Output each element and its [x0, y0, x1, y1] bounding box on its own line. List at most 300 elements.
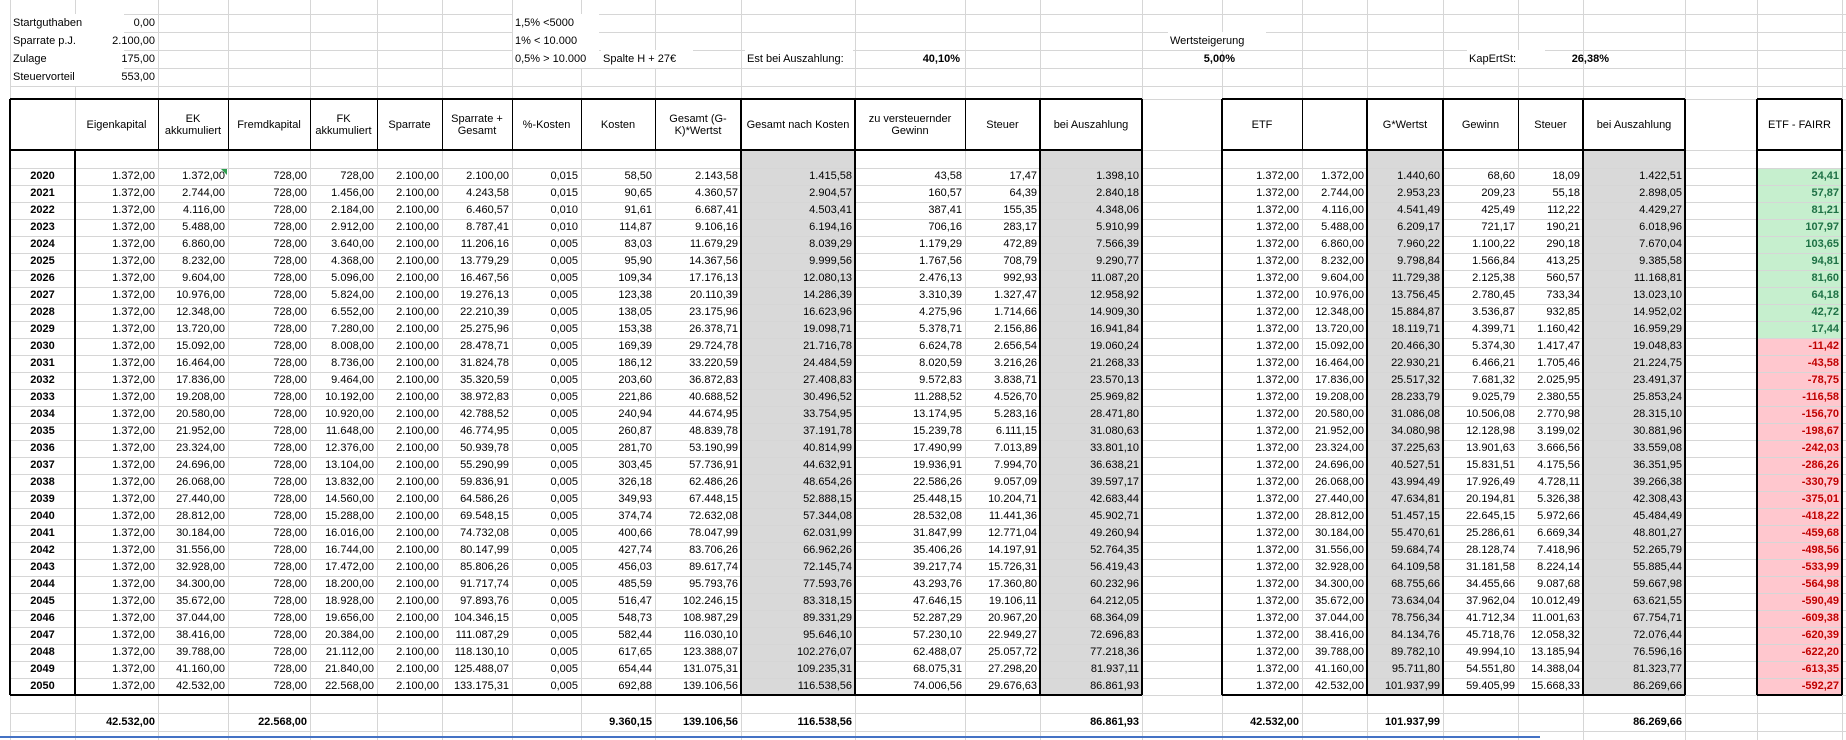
fairr-cell[interactable]: 17,44 [1811, 323, 1839, 335]
data-cell[interactable]: 5.374,30 [1472, 340, 1515, 352]
data-cell[interactable]: 6.860,00 [182, 238, 225, 250]
data-cell[interactable]: 0,005 [550, 561, 578, 573]
data-cell[interactable]: 13.720,00 [176, 323, 225, 335]
data-cell[interactable]: 1.372,00 [1256, 187, 1299, 199]
data-cell[interactable]: 617,65 [618, 646, 652, 658]
year-cell[interactable]: 2041 [30, 527, 55, 539]
data-cell[interactable]: 0,005 [550, 578, 578, 590]
data-cell[interactable]: 203,60 [618, 374, 652, 386]
header-cell[interactable]: Sparrate [388, 118, 431, 131]
data-cell[interactable]: 23.491,37 [1633, 374, 1682, 386]
data-cell[interactable]: 55.885,44 [1633, 561, 1682, 573]
data-cell[interactable]: 30.881,96 [1633, 425, 1682, 437]
data-cell[interactable]: 10.204,71 [988, 493, 1037, 505]
fairr-cell[interactable]: 81,60 [1811, 272, 1839, 284]
data-cell[interactable]: 35.672,00 [176, 595, 225, 607]
data-cell[interactable]: 992,93 [1003, 272, 1037, 284]
info-label[interactable]: Zulage [11, 50, 124, 68]
data-cell[interactable]: 32.928,00 [1315, 561, 1364, 573]
data-cell[interactable]: 6.552,00 [331, 306, 374, 318]
data-cell[interactable]: 1.372,00 [112, 187, 155, 199]
data-cell[interactable]: 81.323,77 [1633, 663, 1682, 675]
data-cell[interactable]: 548,73 [618, 612, 652, 624]
data-cell[interactable]: 9.464,00 [331, 374, 374, 386]
data-cell[interactable]: 728,00 [273, 442, 307, 454]
data-cell[interactable]: 5.283,16 [994, 408, 1037, 420]
data-cell[interactable]: 104.346,15 [453, 612, 509, 624]
data-cell[interactable]: 21.112,00 [325, 646, 374, 658]
data-cell[interactable]: 413,25 [1546, 255, 1580, 267]
data-cell[interactable]: 9.106,16 [695, 221, 738, 233]
year-cell[interactable]: 2031 [30, 357, 55, 369]
data-cell[interactable]: 68,60 [1487, 170, 1515, 182]
data-cell[interactable]: 721,17 [1481, 221, 1515, 233]
data-cell[interactable]: 2.780,45 [1472, 289, 1515, 301]
data-cell[interactable]: 1.372,00 [1321, 170, 1364, 182]
data-cell[interactable]: 57.344,08 [803, 510, 852, 522]
data-cell[interactable]: 15.668,33 [1531, 680, 1580, 692]
data-cell[interactable]: 95.646,10 [803, 629, 852, 641]
data-cell[interactable]: 48.801,27 [1633, 527, 1682, 539]
data-cell[interactable]: 63.621,55 [1633, 595, 1682, 607]
data-cell[interactable]: 728,00 [273, 493, 307, 505]
data-cell[interactable]: 67.754,71 [1633, 612, 1682, 624]
data-cell[interactable]: 4.116,00 [182, 204, 225, 216]
data-cell[interactable]: 29.724,78 [689, 340, 738, 352]
data-cell[interactable]: 11.648,00 [325, 425, 374, 437]
fairr-cell[interactable]: 107,97 [1805, 221, 1839, 233]
year-cell[interactable]: 2021 [30, 187, 55, 199]
data-cell[interactable]: 21.268,33 [1090, 357, 1139, 369]
data-cell[interactable]: 153,38 [618, 323, 652, 335]
data-cell[interactable]: 59.667,98 [1633, 578, 1682, 590]
data-cell[interactable]: 77.593,76 [803, 578, 852, 590]
year-cell[interactable]: 2023 [30, 221, 55, 233]
data-cell[interactable]: 11.087,20 [1090, 272, 1139, 284]
data-cell[interactable]: 2.100,00 [396, 612, 439, 624]
data-cell[interactable]: 0,015 [550, 170, 578, 182]
header-cell[interactable]: Steuer [1534, 118, 1567, 131]
data-cell[interactable]: 2.100,00 [396, 187, 439, 199]
year-cell[interactable]: 2035 [30, 425, 55, 437]
est-bei-auszahlung-label[interactable]: Est bei Auszahlung: [745, 50, 853, 68]
data-cell[interactable]: 59.405,99 [1466, 680, 1515, 692]
data-cell[interactable]: 81.937,11 [1090, 663, 1139, 675]
data-cell[interactable]: 24.696,00 [1315, 459, 1364, 471]
year-cell[interactable]: 2046 [30, 612, 55, 624]
header-cell[interactable]: Gesamt nach Kosten [746, 118, 850, 131]
data-cell[interactable]: 43.994,49 [1391, 476, 1440, 488]
data-cell[interactable]: 0,005 [550, 442, 578, 454]
data-cell[interactable]: 281,70 [618, 442, 652, 454]
data-cell[interactable]: 472,89 [1003, 238, 1037, 250]
data-cell[interactable]: 1.372,00 [112, 442, 155, 454]
data-cell[interactable]: 64.586,26 [460, 493, 509, 505]
data-cell[interactable]: 16.623,96 [803, 306, 852, 318]
data-cell[interactable]: 0,005 [550, 476, 578, 488]
year-cell[interactable]: 2032 [30, 374, 55, 386]
data-cell[interactable]: 5.824,00 [331, 289, 374, 301]
data-cell[interactable]: 76.596,16 [1633, 646, 1682, 658]
data-cell[interactable]: 91,61 [624, 204, 652, 216]
data-cell[interactable]: 21.952,00 [176, 425, 225, 437]
data-cell[interactable]: 4.275,96 [919, 306, 962, 318]
data-cell[interactable]: 3.216,26 [994, 357, 1037, 369]
fairr-cell[interactable]: -242,03 [1801, 442, 1839, 454]
data-cell[interactable]: 560,57 [1546, 272, 1580, 284]
data-cell[interactable]: 5.488,00 [1321, 221, 1364, 233]
data-cell[interactable]: 9.057,09 [994, 476, 1037, 488]
data-cell[interactable]: 64.212,05 [1090, 595, 1139, 607]
data-cell[interactable]: 16.744,00 [325, 544, 374, 556]
data-cell[interactable]: 53.190,99 [689, 442, 738, 454]
data-cell[interactable]: 72.632,08 [689, 510, 738, 522]
data-cell[interactable]: 9.604,00 [182, 272, 225, 284]
data-cell[interactable]: 1.160,42 [1537, 323, 1580, 335]
data-cell[interactable]: 1.372,00 [1256, 238, 1299, 250]
data-cell[interactable]: 10.976,00 [1315, 289, 1364, 301]
data-cell[interactable]: 15.831,51 [1466, 459, 1515, 471]
data-cell[interactable]: 16.959,29 [1633, 323, 1682, 335]
data-cell[interactable]: 45.718,76 [1466, 629, 1515, 641]
data-cell[interactable]: 29.676,63 [988, 680, 1037, 692]
data-cell[interactable]: 11.206,16 [460, 238, 509, 250]
data-cell[interactable]: 2.100,00 [396, 306, 439, 318]
data-cell[interactable]: 52.265,79 [1633, 544, 1682, 556]
data-cell[interactable]: 39.788,00 [176, 646, 225, 658]
fairr-cell[interactable]: -156,70 [1801, 408, 1839, 420]
fairr-cell[interactable]: -620,39 [1801, 629, 1839, 641]
fairr-cell[interactable]: 64,18 [1811, 289, 1839, 301]
data-cell[interactable]: 42.683,44 [1090, 493, 1139, 505]
year-cell[interactable]: 2029 [30, 323, 55, 335]
data-cell[interactable]: 27.408,83 [803, 374, 852, 386]
data-cell[interactable]: 2.100,00 [396, 272, 439, 284]
data-cell[interactable]: 728,00 [273, 272, 307, 284]
data-cell[interactable]: 5.326,38 [1537, 493, 1580, 505]
data-cell[interactable]: 23.324,00 [176, 442, 225, 454]
year-cell[interactable]: 2050 [30, 680, 55, 692]
data-cell[interactable]: 15.239,78 [913, 425, 962, 437]
data-cell[interactable]: 131.075,31 [682, 663, 738, 675]
data-cell[interactable]: 95.793,76 [689, 578, 738, 590]
data-cell[interactable]: 14.367,56 [689, 255, 738, 267]
data-cell[interactable]: 43,58 [934, 170, 962, 182]
data-cell[interactable]: 654,44 [618, 663, 652, 675]
data-cell[interactable]: 109.235,31 [796, 663, 852, 675]
data-cell[interactable]: 2.100,00 [396, 595, 439, 607]
data-cell[interactable]: 1.372,00 [112, 459, 155, 471]
data-cell[interactable]: 56.419,43 [1090, 561, 1139, 573]
data-cell[interactable]: 1.372,00 [1256, 255, 1299, 267]
total-cell[interactable]: 22.568,00 [258, 716, 307, 728]
data-cell[interactable]: 2.100,00 [396, 680, 439, 692]
data-cell[interactable]: 2.100,00 [396, 510, 439, 522]
data-cell[interactable]: 728,00 [273, 425, 307, 437]
data-cell[interactable]: 33.801,10 [1090, 442, 1139, 454]
data-cell[interactable]: 27.298,20 [988, 663, 1037, 675]
data-cell[interactable]: 13.185,94 [1531, 646, 1580, 658]
fairr-cell[interactable]: 103,65 [1805, 238, 1839, 250]
data-cell[interactable]: 283,17 [1003, 221, 1037, 233]
data-cell[interactable]: 33.559,08 [1633, 442, 1682, 454]
data-cell[interactable]: 1.372,00 [112, 238, 155, 250]
data-cell[interactable]: 2.744,00 [182, 187, 225, 199]
data-cell[interactable]: 109,34 [618, 272, 652, 284]
data-cell[interactable]: 1.327,47 [994, 289, 1037, 301]
data-cell[interactable]: 1.372,00 [1256, 340, 1299, 352]
data-cell[interactable]: 30.184,00 [1315, 527, 1364, 539]
data-cell[interactable]: 35.320,59 [460, 374, 509, 386]
header-cell[interactable]: Sparrate + Gesamt [451, 112, 503, 137]
data-cell[interactable]: 0,005 [550, 391, 578, 403]
data-cell[interactable]: 73.634,04 [1391, 595, 1440, 607]
data-cell[interactable]: 97.893,76 [460, 595, 509, 607]
data-cell[interactable]: 8.039,29 [809, 238, 852, 250]
data-cell[interactable]: 1.100,22 [1472, 238, 1515, 250]
data-cell[interactable]: 40.688,52 [689, 391, 738, 403]
data-cell[interactable]: 18.200,00 [325, 578, 374, 590]
data-cell[interactable]: 31.181,58 [1466, 561, 1515, 573]
fairr-cell[interactable]: 42,72 [1811, 306, 1839, 318]
data-cell[interactable]: 1.372,00 [1256, 459, 1299, 471]
data-cell[interactable]: 1.566,84 [1472, 255, 1515, 267]
data-cell[interactable]: 728,00 [273, 646, 307, 658]
data-cell[interactable]: 45.902,71 [1090, 510, 1139, 522]
data-cell[interactable]: 1.372,00 [1256, 680, 1299, 692]
data-cell[interactable]: 155,35 [1003, 204, 1037, 216]
data-cell[interactable]: 46.774,95 [460, 425, 509, 437]
data-cell[interactable]: 42.788,52 [460, 408, 509, 420]
data-cell[interactable]: 95.711,80 [1391, 663, 1440, 675]
data-cell[interactable]: 1.372,00 [1256, 391, 1299, 403]
data-cell[interactable]: 1.372,00 [112, 527, 155, 539]
data-cell[interactable]: 7.960,22 [1397, 238, 1440, 250]
data-cell[interactable]: 57.736,91 [689, 459, 738, 471]
data-cell[interactable]: 68.755,66 [1391, 578, 1440, 590]
data-cell[interactable]: 1.372,00 [182, 170, 225, 182]
data-cell[interactable]: 1.372,00 [112, 425, 155, 437]
data-cell[interactable]: 22.210,39 [460, 306, 509, 318]
data-cell[interactable]: 4.243,58 [466, 187, 509, 199]
year-cell[interactable]: 2030 [30, 340, 55, 352]
data-cell[interactable]: 47.634,81 [1391, 493, 1440, 505]
data-cell[interactable]: 1.372,00 [112, 663, 155, 675]
total-cell[interactable]: 116.538,56 [797, 716, 852, 728]
header-cell[interactable]: ETF - FAIRR [1768, 118, 1831, 131]
data-cell[interactable]: 12.348,00 [1315, 306, 1364, 318]
data-cell[interactable]: 19.048,83 [1633, 340, 1682, 352]
data-cell[interactable]: 1.372,00 [112, 544, 155, 556]
data-cell[interactable]: 728,00 [273, 561, 307, 573]
wertsteigerung-value[interactable]: 5,00% [1203, 53, 1235, 65]
data-cell[interactable]: 12.376,00 [325, 442, 374, 454]
data-cell[interactable]: 2.100,00 [396, 221, 439, 233]
data-cell[interactable]: 1.372,00 [112, 629, 155, 641]
fairr-cell[interactable]: -43,58 [1807, 357, 1839, 369]
data-cell[interactable]: 55.470,61 [1391, 527, 1440, 539]
data-cell[interactable]: 55,18 [1552, 187, 1580, 199]
data-cell[interactable]: 1.372,00 [112, 612, 155, 624]
cost-tier-label[interactable]: 1,5% <5000 [513, 14, 599, 32]
data-cell[interactable]: 54.551,80 [1466, 663, 1515, 675]
data-cell[interactable]: 89.617,74 [689, 561, 738, 573]
data-cell[interactable]: 16.464,00 [176, 357, 225, 369]
data-cell[interactable]: 59.684,74 [1391, 544, 1440, 556]
data-cell[interactable]: 2.100,00 [396, 646, 439, 658]
data-cell[interactable]: 40.527,51 [1391, 459, 1440, 471]
fairr-cell[interactable]: -198,67 [1801, 425, 1839, 437]
header-cell[interactable]: EK akkumuliert [164, 112, 222, 137]
data-cell[interactable]: 43.293,76 [913, 578, 962, 590]
year-cell[interactable]: 2040 [30, 510, 55, 522]
data-cell[interactable]: 9.604,00 [1321, 272, 1364, 284]
data-cell[interactable]: 3.536,87 [1472, 306, 1515, 318]
data-cell[interactable]: 22.645,15 [1466, 510, 1515, 522]
data-cell[interactable]: 37.044,00 [176, 612, 225, 624]
data-cell[interactable]: 22.568,00 [325, 680, 374, 692]
data-cell[interactable]: 1.372,00 [112, 476, 155, 488]
data-cell[interactable]: 62.486,26 [689, 476, 738, 488]
data-cell[interactable]: 0,005 [550, 680, 578, 692]
data-cell[interactable]: 19.106,11 [988, 595, 1037, 607]
data-cell[interactable]: 11.729,38 [1391, 272, 1440, 284]
data-cell[interactable]: 72.076,44 [1633, 629, 1682, 641]
year-cell[interactable]: 2042 [30, 544, 55, 556]
data-cell[interactable]: 2.100,00 [396, 357, 439, 369]
data-cell[interactable]: 95,90 [624, 255, 652, 267]
data-cell[interactable]: 49.260,94 [1090, 527, 1139, 539]
data-cell[interactable]: 7.994,70 [994, 459, 1037, 471]
data-cell[interactable]: 728,00 [273, 612, 307, 624]
data-cell[interactable]: 10.012,49 [1531, 595, 1580, 607]
data-cell[interactable]: 66.962,26 [803, 544, 852, 556]
data-cell[interactable]: 190,21 [1546, 221, 1580, 233]
data-cell[interactable]: 14.197,91 [988, 544, 1037, 556]
data-cell[interactable]: 25.286,61 [1466, 527, 1515, 539]
fairr-cell[interactable]: -533,99 [1801, 561, 1839, 573]
data-cell[interactable]: 42.308,43 [1633, 493, 1682, 505]
data-cell[interactable]: 0,015 [550, 187, 578, 199]
data-cell[interactable]: 1.372,00 [112, 561, 155, 573]
data-cell[interactable]: 0,005 [550, 289, 578, 301]
info-label[interactable]: Steuervorteil [11, 68, 124, 86]
data-cell[interactable]: 2.100,00 [396, 323, 439, 335]
data-cell[interactable]: 0,005 [550, 306, 578, 318]
data-cell[interactable]: 19.098,71 [803, 323, 852, 335]
year-cell[interactable]: 2039 [30, 493, 55, 505]
data-cell[interactable]: 728,00 [273, 544, 307, 556]
data-cell[interactable]: 38.972,83 [460, 391, 509, 403]
data-cell[interactable]: 4.503,41 [809, 204, 852, 216]
data-cell[interactable]: 240,94 [618, 408, 652, 420]
data-cell[interactable]: 1.372,00 [1256, 663, 1299, 675]
data-cell[interactable]: 3.666,56 [1537, 442, 1580, 454]
data-cell[interactable]: 10.920,00 [325, 408, 374, 420]
data-cell[interactable]: 31.556,00 [1315, 544, 1364, 556]
data-cell[interactable]: 4.348,06 [1096, 204, 1139, 216]
data-cell[interactable]: 2.744,00 [1321, 187, 1364, 199]
fairr-cell[interactable]: -613,35 [1801, 663, 1839, 675]
data-cell[interactable]: 1.372,00 [1256, 272, 1299, 284]
kapertst-value[interactable]: 26,38% [1571, 53, 1609, 65]
data-cell[interactable]: 14.560,00 [325, 493, 374, 505]
total-cell[interactable]: 101.937,99 [1384, 716, 1440, 728]
data-cell[interactable]: 108.987,29 [682, 612, 738, 624]
data-cell[interactable]: 6.460,57 [466, 204, 509, 216]
data-cell[interactable]: 2.656,54 [994, 340, 1037, 352]
data-cell[interactable]: 1.415,58 [809, 170, 852, 182]
data-cell[interactable]: 36.351,95 [1633, 459, 1682, 471]
data-cell[interactable]: 30.184,00 [176, 527, 225, 539]
data-cell[interactable]: 1.372,00 [112, 680, 155, 692]
data-cell[interactable]: 728,00 [273, 238, 307, 250]
data-cell[interactable]: 0,005 [550, 408, 578, 420]
data-cell[interactable]: 13.832,00 [325, 476, 374, 488]
year-cell[interactable]: 2026 [30, 272, 55, 284]
data-cell[interactable]: 39.788,00 [1315, 646, 1364, 658]
data-cell[interactable]: 9.572,83 [919, 374, 962, 386]
data-cell[interactable]: 28.128,74 [1466, 544, 1515, 556]
data-cell[interactable]: 74.006,56 [913, 680, 962, 692]
fairr-cell[interactable]: -564,98 [1801, 578, 1839, 590]
data-cell[interactable]: 1.179,29 [919, 238, 962, 250]
data-cell[interactable]: 17.176,13 [689, 272, 738, 284]
data-cell[interactable]: 1.372,00 [112, 391, 155, 403]
data-cell[interactable]: 11.168,81 [1633, 272, 1682, 284]
data-cell[interactable]: 14.388,04 [1531, 663, 1580, 675]
data-cell[interactable]: 2.184,00 [331, 204, 374, 216]
data-cell[interactable]: 5.972,66 [1537, 510, 1580, 522]
data-cell[interactable]: 123,38 [618, 289, 652, 301]
header-cell[interactable]: Steuer [986, 118, 1019, 131]
data-cell[interactable]: 1.422,51 [1639, 170, 1682, 182]
data-cell[interactable]: 4.360,57 [695, 187, 738, 199]
data-cell[interactable]: 91.717,74 [460, 578, 509, 590]
fairr-cell[interactable]: -418,22 [1801, 510, 1839, 522]
year-cell[interactable]: 2045 [30, 595, 55, 607]
data-cell[interactable]: 0,005 [550, 323, 578, 335]
data-cell[interactable]: 3.640,00 [331, 238, 374, 250]
data-cell[interactable]: 19.208,00 [1315, 391, 1364, 403]
data-cell[interactable]: 6.466,21 [1472, 357, 1515, 369]
data-cell[interactable]: 25.853,24 [1633, 391, 1682, 403]
data-cell[interactable]: 10.506,08 [1466, 408, 1515, 420]
data-cell[interactable]: 84.134,76 [1391, 629, 1440, 641]
data-cell[interactable]: 0,005 [550, 544, 578, 556]
data-cell[interactable]: 374,74 [618, 510, 652, 522]
data-cell[interactable]: 9.025,79 [1472, 391, 1515, 403]
data-cell[interactable]: 0,005 [550, 374, 578, 386]
data-cell[interactable]: 102.276,07 [796, 646, 852, 658]
data-cell[interactable]: 7.280,00 [331, 323, 374, 335]
data-cell[interactable]: 37.225,63 [1391, 442, 1440, 454]
data-cell[interactable]: 2.100,00 [396, 544, 439, 556]
data-cell[interactable]: 8.736,00 [331, 357, 374, 369]
year-cell[interactable]: 2034 [30, 408, 55, 420]
data-cell[interactable]: 72.696,83 [1090, 629, 1139, 641]
data-cell[interactable]: 36.872,83 [689, 374, 738, 386]
data-cell[interactable]: 186,12 [618, 357, 652, 369]
year-cell[interactable]: 2036 [30, 442, 55, 454]
data-cell[interactable]: 2.904,57 [809, 187, 852, 199]
data-cell[interactable]: 12.958,92 [1090, 289, 1139, 301]
data-cell[interactable]: 17,47 [1009, 170, 1037, 182]
data-cell[interactable]: 728,00 [273, 459, 307, 471]
data-cell[interactable]: 1.372,00 [1256, 612, 1299, 624]
data-cell[interactable]: 1.417,47 [1537, 340, 1580, 352]
data-cell[interactable]: 1.372,00 [112, 646, 155, 658]
